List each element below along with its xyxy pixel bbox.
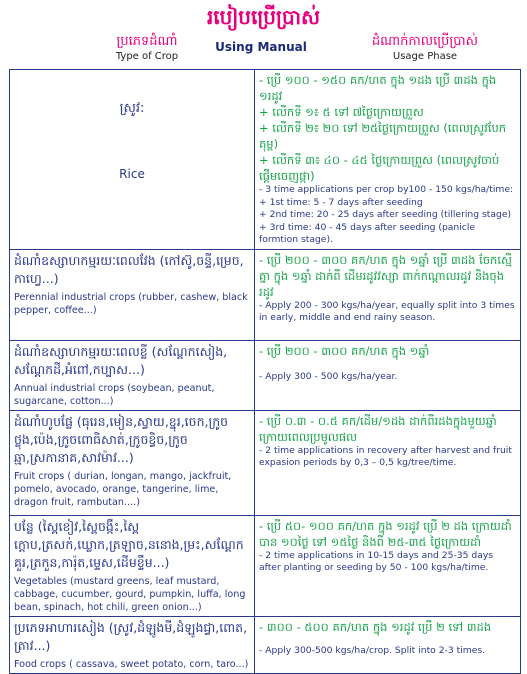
usage-table	[9, 69, 521, 674]
usage-en-line: - Apply 300 - 500 kgs/ha/year.	[259, 370, 398, 382]
usage-en-line: - 2 time applications in 10-15 days and 25-35 days after planting or seeding by 50 - 100 kgs/ha/time.	[259, 549, 494, 573]
usage-km-line: + លើកទី ១៖ ៥ ទៅ ៧ថ្ងៃក្រោយព្រួស	[259, 105, 424, 119]
crop-name-en: Rice	[119, 167, 145, 181]
crop-name-km: ដំណាំហូបផ្លែ (ធុរេន,មៀន,ស្វាយ,ខ្នុរ,ចេក,ក្រូចថ្លុង,ប៉េង,ក្រូចពោធិសាត់,ក្រូចខ្វិច,ក្រូចឆ្មា,ស្រកានាគ,សាវម៉ាវ...)	[14, 413, 229, 465]
usage-en-line: - Apply 300-500 kgs/ha/crop. Split into 2-3 times.	[259, 644, 486, 656]
crop-name-en: Fruit crops ( durian, longan, mango, jackfruit, pomelo, avocado, orange, tangerine, lime, dragon fruit, rambutan....)	[14, 470, 232, 508]
usage-km-line: - ប្រើ ១០០ - ១៥០ គក/ហត ក្នុង ១ដង ប្រើ ៣ដង ក្នុង ១រដូវ	[259, 73, 497, 103]
crop-name-en: Perennial industrial crops (rubber, cashew, black pepper, coffee...)	[14, 291, 248, 316]
crop-cell	[10, 515, 255, 616]
usage-en-line: + 2nd time: 20 - 25 days after seeding (tillering stage)	[259, 209, 512, 220]
usage-cell	[255, 340, 521, 410]
table-row	[10, 515, 521, 616]
crop-cell	[10, 249, 255, 340]
usage-cell	[255, 249, 521, 340]
usage-cell	[255, 616, 521, 673]
usage-km-line: + លើកទី ២៖ ២០ ទៅ ២៥ថ្ងៃក្រោយព្រួស (ពេលស្រូវបែកគុម្ព)	[259, 121, 507, 151]
usage-en-line: + 3rd time: 40 - 45 days after seeding (panicle formtion stage).	[259, 221, 476, 245]
crop-name-km: ដំណាំឧស្សាហកម្មរយៈពេលខ្លី (សណ្ដែកសៀង, សណ្ដែកដី,អំពៅ,កប្បាស...)	[14, 343, 228, 377]
crop-name-km: ប្រភេទអាហារសៀង (ស្រូវ,ដំឡូងមី,ដំឡូងជ្វា,ពោត, ត្រាវ...)	[14, 619, 248, 653]
crop-name-en: Vegetables (mustard greens, leaf mustard, cabbage, cucumber, gourd, pumpkin, luffa, long bean, spinach, hot chili, green onion...)	[14, 575, 246, 613]
crop-name-km: ស្រូវ:	[119, 101, 145, 116]
crop-name-km: ដំណាំឧស្សាហកម្មរយៈពេលវែង (កៅស៊ូ,ចន្ទី,ម្រេច, កាហ្វេ...)	[14, 252, 244, 286]
table-row	[10, 340, 521, 410]
crop-cell	[10, 340, 255, 410]
crop-cell	[10, 616, 255, 673]
usage-km-line: - ៣០០ - ៥០០ គក/ហត ក្នុង ១រដូវ ប្រើ ២ ទៅ ៣ដង	[259, 619, 492, 634]
table-row	[10, 249, 521, 340]
crop-name-en: Food crops ( cassava, sweet potato, corn, taro...)	[14, 658, 249, 670]
crop-type-header-km: ប្រភេទដំណាំ	[116, 34, 178, 49]
using-manual-title: Using Manual	[215, 40, 307, 54]
crop-cell	[10, 410, 255, 515]
usage-en-line: - 2 time applications in recovery after harvest and fruit expasion periods by 0,3 – 0,5 kg/tree/time.	[259, 444, 512, 468]
crop-type-header	[92, 34, 202, 63]
crop-name-km: បន្លែ (ស្ពៃខៀវ,ស្ពៃចង្កឹះ,ស្ពៃក្ដោប,ត្រសក់,ឃ្លោក,ត្រឡាច,ននោង,ម្រះ,សណ្ដែកគួរ,ត្រកួន,ការ៉ុត,ម្ទេស,ដើមខ្ទឹម...)	[14, 518, 244, 570]
usage-phase-header	[330, 34, 520, 63]
usage-cell	[255, 515, 521, 616]
usage-km-line: - ប្រើ ០.៣ - ០.៥ គក/ដើម/១ដង ដាក់ពីរដងក្នុងមួយឆ្នាំ ក្រោយពេលប្រមូលផល	[259, 413, 497, 444]
usage-en-line: - Apply 200 - 300 kgs/ha/year, equally split into 3 times in early, middle and end rainy season.	[259, 299, 515, 323]
usage-km-line: - ប្រើ ២០០ - ៣០០ គក/ហត ក្នុង ១ឆ្នាំ	[259, 343, 430, 358]
usage-cell	[255, 410, 521, 515]
usage-en-line: + 1st time: 5 - 7 days after seeding	[259, 196, 423, 208]
usage-en-line: - 3 time applications per crop by100 - 150 kgs/ha/time:	[259, 184, 514, 195]
usage-km-line: - ប្រើ ២០០ - ៣០០ គក/ហត ក្នុង ១ឆ្នាំ ប្រើ ៣ដង ចែកស្មើគ្នា ក្នុង ១ឆ្នាំ ដាក់ពី ដើមរដូវវស្សា ពាក់កណ្ដាលរដូវ និងចុងរដូវ	[259, 252, 512, 299]
usage-cell	[255, 70, 521, 250]
table-row	[10, 616, 521, 673]
crop-name-en: Annual industrial crops (soybean, peanut, sugarcane, cotton...)	[14, 382, 215, 407]
crop-type-header-en: Type of Crop	[115, 51, 179, 62]
usage-phase-header-en: Usage Phase	[392, 51, 458, 62]
table-row	[10, 410, 521, 515]
usage-km-line: - ប្រើ ៥០- ១០០ គក/ហត ក្នុង ១រដូវ ប្រើ ២ ដង ក្រោយដាំបាន ១០ថ្ងៃ ទៅ ១៥ថ្ងៃ និងពី ២៥-៣៥ ថ្ងៃក្រោយដាំ	[259, 518, 512, 549]
table-row	[10, 70, 521, 250]
crop-cell	[10, 70, 255, 250]
page-title: របៀបប្រើប្រាស់	[206, 5, 321, 29]
usage-phase-header-km: ដំណាក់កាលប្រើប្រាស់	[371, 34, 479, 49]
usage-km-line: + លើកទី ៣៖ ៤០ - ៤៥ ថ្ងៃក្រោយព្រួស (ពេលស្រូវចាប់ផ្តើមចេញផ្កា)	[259, 153, 500, 183]
